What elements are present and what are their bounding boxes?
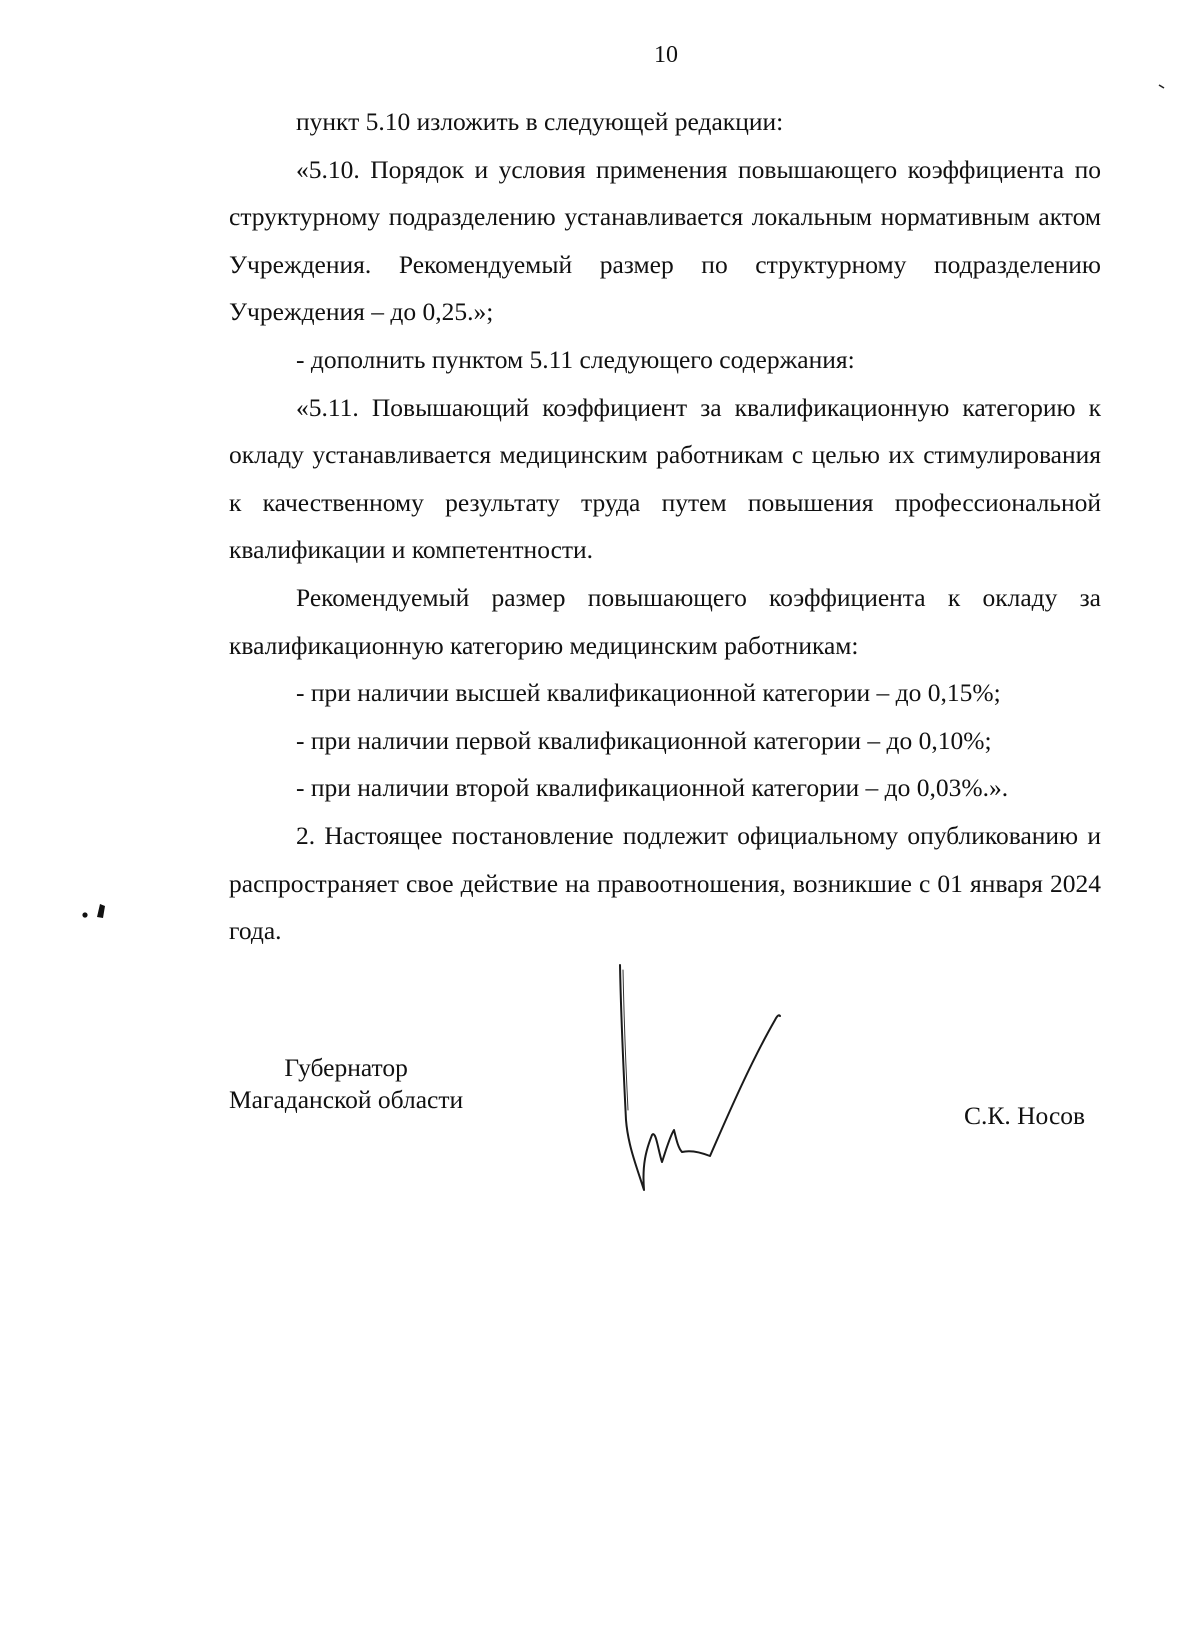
page-number: 10 xyxy=(654,42,678,68)
list-item-second-category: - при наличии второй квалификационной категории – до 0,03%.». xyxy=(296,773,1009,803)
paragraph-publication-clause: 2. Настоящее постановление подлежит официальному опубликованию и распространяет свое действие на правоотношения, возникшие с 01 января 2024 года. xyxy=(229,820,1101,946)
list-item-highest-category: - при наличии высшей квалификационной категории – до 0,15%; xyxy=(296,678,1001,708)
paragraph-add-5-11-intro: - дополнить пунктом 5.11 следующего содержания: xyxy=(296,344,855,374)
scan-speck xyxy=(78,900,112,922)
signatory-title-line1: Губернатор xyxy=(284,1053,408,1082)
document-body xyxy=(229,98,1101,955)
paragraph-amend-5-10-intro: пункт 5.10 изложить в следующей редакции: xyxy=(296,107,784,136)
handwritten-signature xyxy=(612,960,812,1200)
list-item-first-category: - при наличии первой квалификационной категории – до 0,10%; xyxy=(296,725,992,755)
signatory-title-line2: Магаданской области xyxy=(229,1085,464,1114)
paragraph-clause-5-11: «5.11. Повышающий коэффициент за квалификационную категорию к окладу устанавливается медицинским работникам с целью их стимулирования к качественному результату труда путем повышения профессиональной квалификации и компетентности. xyxy=(229,392,1101,565)
signatory-name: С.К. Носов xyxy=(964,1101,1086,1130)
signatory-title xyxy=(229,1052,463,1116)
paragraph-clause-5-10: «5.10. Порядок и условия применения повышающего коэффициента по структурному подразделению устанавливается локальным нормативным актом Учреждения. Рекомендуемый размер по структурному подразделению Учреждения – до 0,25.»; xyxy=(229,154,1101,327)
paragraph-recommended-size: Рекомендуемый размер повышающего коэффициента к окладу за квалификационную категорию медицинским работникам: xyxy=(229,582,1101,660)
scan-speck xyxy=(1158,84,1166,90)
